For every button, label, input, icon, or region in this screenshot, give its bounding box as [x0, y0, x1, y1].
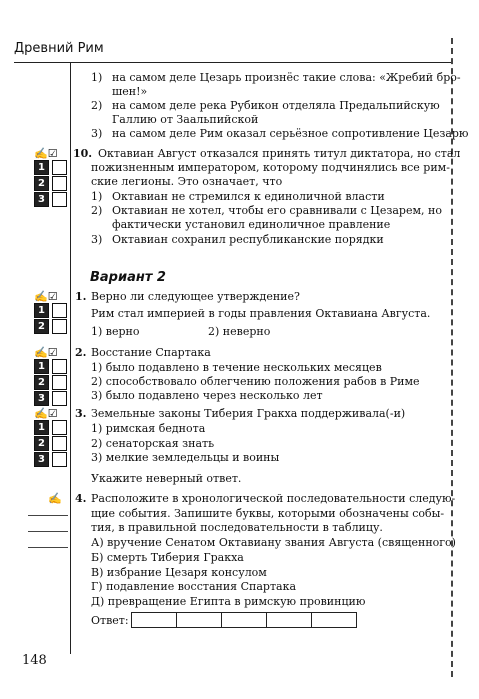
q10-option-2-cont: фактически установил единоличное правление [112, 218, 391, 231]
v2q4-line-3: тия, в правильной последовательности в таблицу. [91, 521, 383, 534]
header-rule [14, 62, 453, 63]
question-number-10: 10. [73, 147, 93, 160]
v2q4-option-d: Д) превращение Египта в римскую провинцию [91, 595, 366, 608]
v2q4-option-v: В) избрание Цезаря консулом [91, 566, 267, 579]
answer-label: Ответ: [91, 614, 129, 627]
top-option-1-num: 1) [91, 71, 103, 84]
top-option-2: на самом деле река Рубикон отделяла Предальпийскую [112, 99, 440, 112]
box-label-3: 3 [34, 192, 49, 207]
q10-option-3-num: 3) [91, 233, 103, 246]
box-label-1: 1 [34, 303, 49, 318]
q10-line-2: пожизненным императором, которому подчинялись все рим- [91, 161, 450, 174]
answer-cell[interactable] [311, 612, 357, 628]
box-label-2: 2 [34, 436, 49, 451]
margin-writing-line [28, 531, 68, 532]
top-option-1-cont: шен!» [112, 85, 148, 98]
box-label-2: 2 [34, 375, 49, 390]
v2q4-option-a: А) вручение Сенатом Октавиану звания Августа (священного) [91, 536, 456, 549]
q10-option-1: Октавиан не стремился к единоличной власти [112, 190, 385, 203]
v2q1-line-1: Верно ли следующее утверждение? [91, 290, 300, 303]
answer-cell[interactable] [221, 612, 267, 628]
q10-option-2-num: 2) [91, 204, 103, 217]
v2q3-option-1: 1) римская беднота [91, 422, 206, 435]
answer-box[interactable] [52, 192, 67, 207]
box-label-3: 3 [34, 452, 49, 467]
margin-marks-q10 [34, 147, 58, 160]
answer-box[interactable] [52, 319, 67, 334]
margin-writing-line [28, 547, 68, 548]
question-number-v2-3: 3. [75, 407, 87, 420]
box-label-1: 1 [34, 420, 49, 435]
answer-box[interactable] [52, 160, 67, 175]
box-label-2: 2 [34, 176, 49, 191]
answer-table [132, 612, 357, 628]
v2q1-option-1: 1) верно [91, 325, 140, 338]
top-option-2-cont: Галлию от Заальпийской [112, 113, 259, 126]
checkbox-icon: ☑ [47, 407, 58, 420]
answer-cell[interactable] [176, 612, 222, 628]
margin-marks-v2q3 [34, 407, 58, 420]
margin-marks-v2q2 [34, 346, 58, 359]
v2q1-option-2: 2) неверно [208, 325, 271, 338]
v2q2-line-1: Восстание Спартака [91, 346, 211, 359]
question-number-v2-4: 4. [75, 492, 87, 505]
v2q3-option-2: 2) сенаторская знать [91, 437, 215, 450]
q10-option-2: Октавиан не хотел, чтобы его сравнивали с Цезарем, но [112, 204, 442, 217]
answer-box[interactable] [52, 303, 67, 318]
pencil-icon: ✍ [48, 492, 62, 505]
page-header: Древний Рим [14, 41, 104, 56]
question-number-v2-2: 2. [75, 346, 87, 359]
v2q4-option-b: Б) смерть Тиберия Гракха [91, 551, 244, 564]
page-number: 148 [22, 653, 47, 668]
v2q3-option-3: 3) мелкие земледельцы и воины [91, 451, 280, 464]
v2q2-option-3: 3) было подавлено через несколько лет [91, 389, 323, 402]
answer-box[interactable] [52, 359, 67, 374]
top-option-2-num: 2) [91, 99, 103, 112]
v2q3-line-1: Земельные законы Тиберия Гракха поддерживала(-и) [91, 407, 406, 420]
margin-writing-line [28, 515, 68, 516]
question-number-v2-1: 1. [75, 290, 87, 303]
checkbox-icon: ☑ [47, 346, 58, 359]
answer-boxes-v2q1 [34, 303, 67, 335]
top-option-1: на самом деле Цезарь произнёс такие слова: «Жребий бро- [112, 71, 461, 84]
answer-box[interactable] [52, 452, 67, 467]
answer-boxes-v2q2 [34, 359, 67, 407]
margin-marks-v2q1 [34, 290, 58, 303]
v2q4-option-g: Г) подавление восстания Спартака [91, 580, 297, 593]
answer-box[interactable] [52, 176, 67, 191]
answer-box[interactable] [52, 391, 67, 406]
v2q2-option-1: 1) было подавлено в течение нескольких месяцев [91, 361, 382, 374]
pencil-icon: ✍ [34, 346, 48, 359]
box-label-3: 3 [34, 391, 49, 406]
pencil-icon: ✍ [34, 407, 48, 420]
answer-box[interactable] [52, 375, 67, 390]
q10-option-3: Октавиан сохранил республиканские порядки [112, 233, 384, 246]
v2q4-line-1: Расположите в хронологической последовательности следую- [91, 492, 456, 505]
variant-heading: Вариант 2 [90, 270, 166, 285]
answer-cell[interactable] [131, 612, 177, 628]
q10-line-1: Октавиан Август отказался принять титул диктатора, но стал [98, 147, 461, 160]
margin-separator [70, 62, 71, 654]
top-option-3-num: 3) [91, 127, 103, 140]
v2q1-line-2: Рим стал империей в годы правления Октавиана Августа. [91, 307, 431, 320]
q10-option-1-num: 1) [91, 190, 103, 203]
v2q4-line-2: щие события. Запишите буквы, которыми обозначены собы- [91, 507, 445, 520]
checkbox-icon: ☑ [47, 290, 58, 303]
q10-line-3: ские легионы. Это означает, что [91, 175, 283, 188]
answer-box[interactable] [52, 436, 67, 451]
checkbox-icon: ☑ [47, 147, 58, 160]
v2q2-option-2: 2) способствовало облегчению положения рабов в Риме [91, 375, 420, 388]
v2q3-note: Укажите неверный ответ. [91, 472, 242, 485]
box-label-1: 1 [34, 359, 49, 374]
answer-boxes-v2q3 [34, 420, 67, 468]
top-option-3: на самом деле Рим оказал серьёзное сопротивление Цезарю [112, 127, 469, 140]
answer-cell[interactable] [266, 612, 312, 628]
answer-boxes-q10 [34, 160, 67, 208]
box-label-1: 1 [34, 160, 49, 175]
box-label-2: 2 [34, 319, 49, 334]
pencil-icon: ✍ [34, 290, 48, 303]
answer-box[interactable] [52, 420, 67, 435]
pencil-icon: ✍ [34, 147, 48, 160]
